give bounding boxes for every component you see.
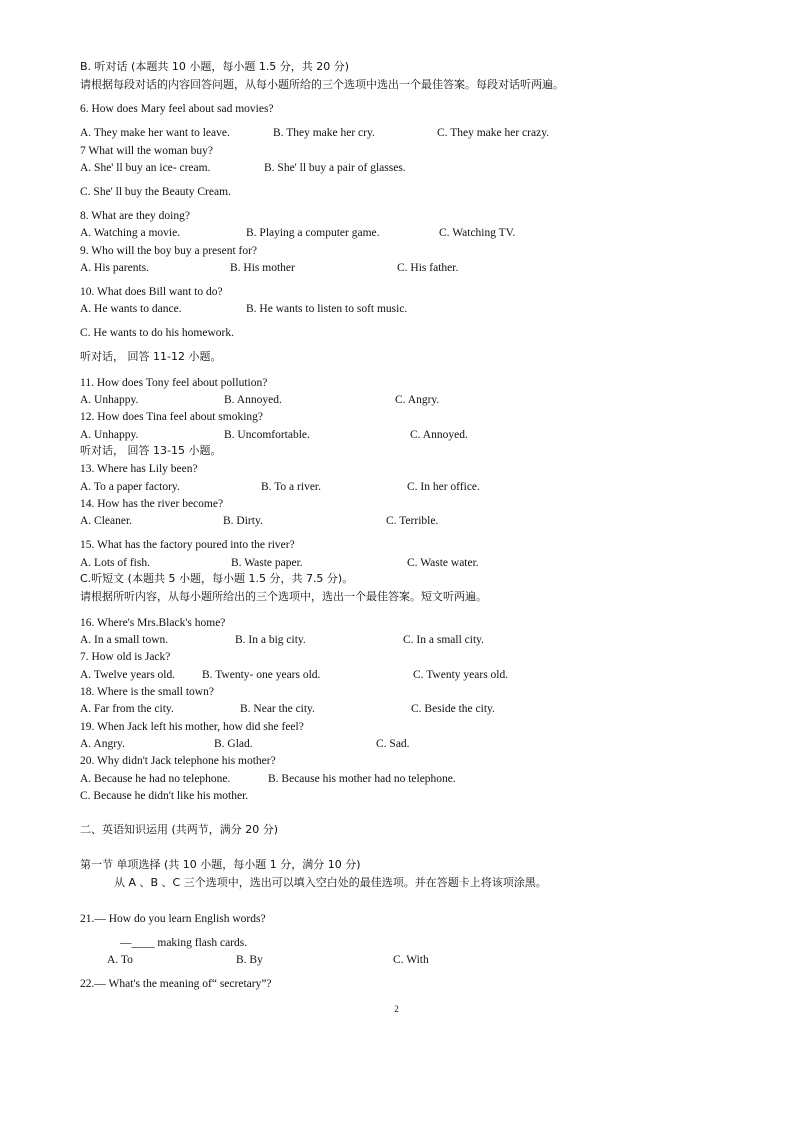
- option-c: C. Watching TV.: [439, 227, 516, 239]
- question-11: 11. How does Tony feel about pollution?: [80, 377, 268, 389]
- question-8: 8. What are they doing?: [80, 210, 190, 222]
- question-13: 13. Where has Lily been?: [80, 463, 198, 475]
- option-c: C. Twenty years old.: [413, 669, 509, 681]
- option-a: A. He wants to dance.: [80, 303, 182, 315]
- option-a: A. Twelve years old.: [80, 669, 176, 681]
- question-12: 12. How does Tina feel about smoking?: [80, 411, 264, 423]
- question-20-option-c: C. Because he didn't like his mother.: [80, 790, 249, 802]
- section-b-title: B. 听对话 (本题共 10 小题，每小题 1.5 分，共 20 分): [80, 60, 350, 73]
- option-a: A. They make her want to leave.: [80, 127, 230, 139]
- option-a: A. To: [107, 954, 133, 966]
- option-b: B. Glad.: [214, 738, 253, 750]
- question-19: 19. When Jack left his mother, how did she feel?: [80, 721, 304, 733]
- option-b: B. To a river.: [261, 481, 321, 493]
- question-17: 7. How old is Jack?: [80, 651, 171, 663]
- option-c: C. Waste water.: [407, 557, 479, 569]
- lead-11-12: 听对话， 回答 11-12 小题。: [80, 350, 222, 363]
- option-b: B. Waste paper.: [231, 557, 303, 569]
- option-b: B. Uncomfortable.: [224, 429, 310, 441]
- question-9: 9. Who will the boy buy a present for?: [80, 245, 258, 257]
- option-b: B. Dirty.: [223, 515, 263, 527]
- question-14: 14. How has the river become?: [80, 498, 224, 510]
- part-2-title: 二、英语知识运用 (共两节，满分 20 分): [80, 823, 279, 836]
- question-7-option-c: C. She' ll buy the Beauty Cream.: [80, 186, 231, 198]
- option-c: C. In her office.: [407, 481, 480, 493]
- question-22: 22.— What's the meaning of“ secretary”?: [80, 978, 272, 990]
- option-c: C. In a small city.: [403, 634, 485, 646]
- question-18: 18. Where is the small town?: [80, 686, 214, 698]
- option-b: B. Twenty- one years old.: [202, 669, 321, 681]
- option-b: B. Playing a computer game.: [246, 227, 380, 239]
- page-number: 2: [394, 1004, 399, 1014]
- option-a: A. Angry.: [80, 738, 125, 750]
- option-a: A. His parents.: [80, 262, 149, 274]
- option-a: A. Lots of fish.: [80, 557, 150, 569]
- question-6: 6. How does Mary feel about sad movies?: [80, 103, 274, 115]
- option-c: C. Beside the city.: [411, 703, 495, 715]
- question-7: 7 What will the woman buy?: [80, 145, 213, 157]
- question-16: 16. Where's Mrs.Black's home?: [80, 617, 226, 629]
- option-b: B. They make her cry.: [273, 127, 375, 139]
- option-b: B. His mother: [230, 262, 295, 274]
- option-a: A. Cleaner.: [80, 515, 133, 527]
- option-c: C. His father.: [397, 262, 459, 274]
- section-c-title: C.听短文 (本题共 5 小题，每小题 1.5 分，共 7.5 分)。: [80, 572, 354, 585]
- option-c: C. With: [393, 954, 429, 966]
- option-c: C. Terrible.: [386, 515, 439, 527]
- question-21-answer-line: —____ making flash cards.: [120, 937, 248, 949]
- question-15: 15. What has the factory poured into the river?: [80, 539, 295, 551]
- option-b: B. Because his mother had no telephone.: [268, 773, 456, 785]
- option-c: C. Angry.: [395, 394, 440, 406]
- section-1-instructions: 从 A 、B 、C 三个选项中，选出可以填入空白处的最佳选项。并在答题卡上将该项涂黑。: [114, 876, 547, 889]
- question-10: 10. What does Bill want to do?: [80, 286, 223, 298]
- option-b: B. In a big city.: [235, 634, 306, 646]
- option-b: B. Annoyed.: [224, 394, 282, 406]
- section-b-instructions: 请根据每段对话的内容回答问题，从每小题所给的三个选项中选出一个最佳答案。每段对话听两遍。: [80, 78, 564, 91]
- option-a: A. To a paper factory.: [80, 481, 180, 493]
- option-c: C. Annoyed.: [410, 429, 468, 441]
- option-c: C. Sad.: [376, 738, 410, 750]
- question-10-option-c: C. He wants to do his homework.: [80, 327, 234, 339]
- section-c-instructions: 请根据所听内容，从每小题所给出的三个选项中，选出一个最佳答案。短文听两遍。: [80, 590, 487, 603]
- option-a: A. Watching a movie.: [80, 227, 181, 239]
- option-b: B. She' ll buy a pair of glasses.: [264, 162, 406, 174]
- option-b: B. By: [236, 954, 263, 966]
- question-20: 20. Why didn't Jack telephone his mother?: [80, 755, 276, 767]
- option-a: A. Far from the city.: [80, 703, 174, 715]
- option-a: A. Because he had no telephone.: [80, 773, 231, 785]
- option-a: A. Unhappy.: [80, 394, 139, 406]
- option-a: A. Unhappy.: [80, 429, 139, 441]
- section-1-title: 第一节 单项选择 (共 10 小题，每小题 1 分，满分 10 分): [80, 858, 361, 871]
- option-a: A. She' ll buy an ice- cream.: [80, 162, 211, 174]
- question-21: 21.— How do you learn English words?: [80, 913, 266, 925]
- option-c: C. They make her crazy.: [437, 127, 550, 139]
- lead-13-15: 听对话， 回答 13-15 小题。: [80, 444, 222, 457]
- option-b: B. Near the city.: [240, 703, 315, 715]
- option-b: B. He wants to listen to soft music.: [246, 303, 408, 315]
- option-a: A. In a small town.: [80, 634, 169, 646]
